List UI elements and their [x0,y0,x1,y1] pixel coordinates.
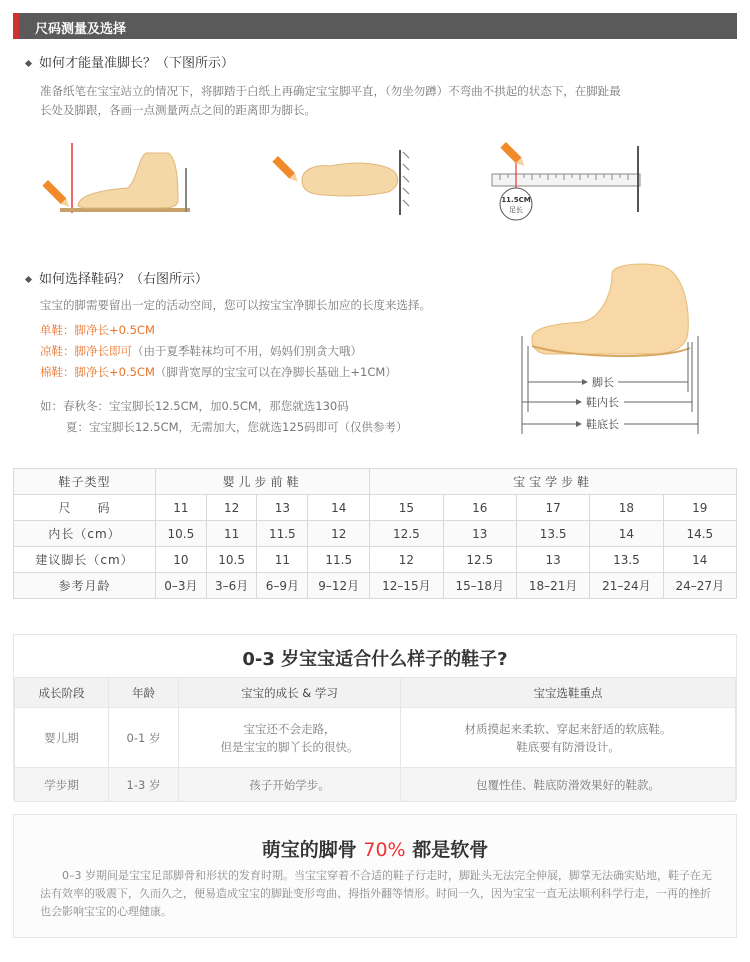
table-cell: 材质摸起来柔软、穿起来舒适的软底鞋。 鞋底要有防滑设计。 [401,708,736,768]
table-cell: 12.5 [370,521,443,547]
table-cell: 孩子开始学步。 [179,768,401,802]
table-cell: 婴儿期 [15,708,109,768]
bullet-icon [25,276,32,283]
foot-side-illustration [38,138,198,220]
table-cell: 19 [663,495,736,521]
table-cell: 建议脚长（cm） [14,547,156,573]
foot-top-illustration [270,140,410,220]
table-cell: 21–24月 [590,573,663,599]
table-cell: 13 [257,495,308,521]
table-cell: 24–27月 [663,573,736,599]
table-cell: 15–18月 [443,573,516,599]
table-cell: 12.5 [443,547,516,573]
ruler-reading-label: 足长 [509,206,523,214]
table-row [15,768,736,802]
table-header: 成长阶段 [15,678,109,708]
table-row [14,469,737,495]
stage-box [13,634,737,800]
bone-box [13,814,737,938]
ruler-reading: 11.5CM [501,196,531,204]
table-cell: 11 [206,521,257,547]
table-cell: 13.5 [516,521,589,547]
table-cell: 学步期 [15,768,109,802]
table-cell: 11 [156,495,207,521]
table-cell: 14.5 [663,521,736,547]
label-sole-length: 鞋底长 [586,418,619,431]
measure-description: 准备纸笔在宝宝站立的情况下，将脚踏于白纸上再确定宝宝脚平直，（勿坐勿蹲）不弯曲不拱起的状态下，在脚趾最 长处及脚跟，各画一点测量两点之间的距离即为脚长。 [40,84,621,117]
section-title: 尺码测量及选择 [35,22,127,37]
table-cell: 15 [370,495,443,521]
table-cell: 12 [308,521,370,547]
table-cell: 内长（cm） [14,521,156,547]
table-cell: 12–15月 [370,573,443,599]
table-cell: 16 [443,495,516,521]
table-cell: 12 [206,495,257,521]
rule-cotton: 棉鞋：脚净长+0.5CM（脚背宽厚的宝宝可以在净脚长基础上+1CM） [40,365,397,379]
table-row [14,521,737,547]
table-cell: 11.5 [308,547,370,573]
table-cell: 12 [370,547,443,573]
table-cell: 1-3 岁 [109,768,179,802]
label-inner-length: 鞋内长 [586,396,619,409]
size-table [13,468,737,599]
table-cell: 6–9月 [257,573,308,599]
section-header [13,13,737,39]
bone-text: 0–3 岁期间是宝宝足部脚骨和形状的发育时期。当宝宝穿着不合适的鞋子行走时，脚趾头无法完全伸展，脚掌无法确实贴地，鞋子在无法有效率的吸震下，久而久之，便易造成宝宝的脚趾变形弯曲、拇指外翻等情形。时间一久，因为宝宝一直无法顺利科学行走，一再的挫折也会影响宝宝的心理健康。 [40,869,712,918]
table-cell: 尺 码 [14,495,156,521]
stage-title: 0-3 岁宝宝适合什么样子的鞋子? [242,649,508,670]
foot-length-diagram [512,262,712,434]
examples: 如：春秋冬：宝宝脚长12.5CM，加0.5CM，那您就选130码 夏：宝宝脚长12.5CM，无需加大，您就选125码即可（仅供参考） [40,399,408,434]
table-cell: 11 [257,547,308,573]
table-cell: 14 [590,521,663,547]
bone-title: 萌宝的脚骨 70% 都是软骨 [261,839,489,861]
table-row [14,573,737,599]
table-cell: 包覆性佳、鞋底防滑效果好的鞋款。 [401,768,736,802]
table-header: 宝宝选鞋重点 [401,678,736,708]
shoe-rules [40,320,510,383]
bullet-icon [25,60,32,67]
choose-title: 如何选择鞋码？（右图所示） [26,268,208,287]
table-cell: 9–12月 [308,573,370,599]
table-cell: 婴儿步前鞋 [156,469,370,495]
table-cell: 10.5 [156,521,207,547]
table-cell: 0-1 岁 [109,708,179,768]
table-cell: 18 [590,495,663,521]
table-cell: 10.5 [206,547,257,573]
table-cell: 14 [663,547,736,573]
table-cell: 17 [516,495,589,521]
percent-highlight: 70% [363,839,406,861]
table-cell: 13.5 [590,547,663,573]
table-cell: 13 [516,547,589,573]
ruler-illustration [488,140,648,224]
header-accent [13,13,19,39]
table-cell: 鞋子类型 [14,469,156,495]
table-cell: 宝宝学步鞋 [370,469,737,495]
table-header: 年龄 [109,678,179,708]
choose-description: 宝宝的脚需要留出一定的活动空间，您可以按宝宝净脚长加应的长度来选择。 [40,298,431,312]
measure-title: 如何才能量准脚长？（下图所示） [26,52,234,71]
rule-single: 单鞋：脚净长+0.5CM [40,323,155,337]
table-row [14,495,737,521]
table-row [15,708,736,768]
table-cell: 参考月龄 [14,573,156,599]
rule-sandal: 凉鞋：脚净长即可（由于夏季鞋袜均可不用，妈妈们别贪大哦） [40,344,362,358]
table-cell: 13 [443,521,516,547]
table-header: 宝宝的成长 & 学习 [179,678,401,708]
table-cell: 18–21月 [516,573,589,599]
table-cell: 0–3月 [156,573,207,599]
stage-table [14,677,736,802]
label-foot-length: 脚长 [592,376,614,389]
table-cell: 宝宝还不会走路， 但是宝宝的脚丫长的很快。 [179,708,401,768]
table-row [14,547,737,573]
table-cell: 3–6月 [206,573,257,599]
table-row [15,678,736,708]
table-cell: 10 [156,547,207,573]
table-cell: 11.5 [257,521,308,547]
table-cell: 14 [308,495,370,521]
